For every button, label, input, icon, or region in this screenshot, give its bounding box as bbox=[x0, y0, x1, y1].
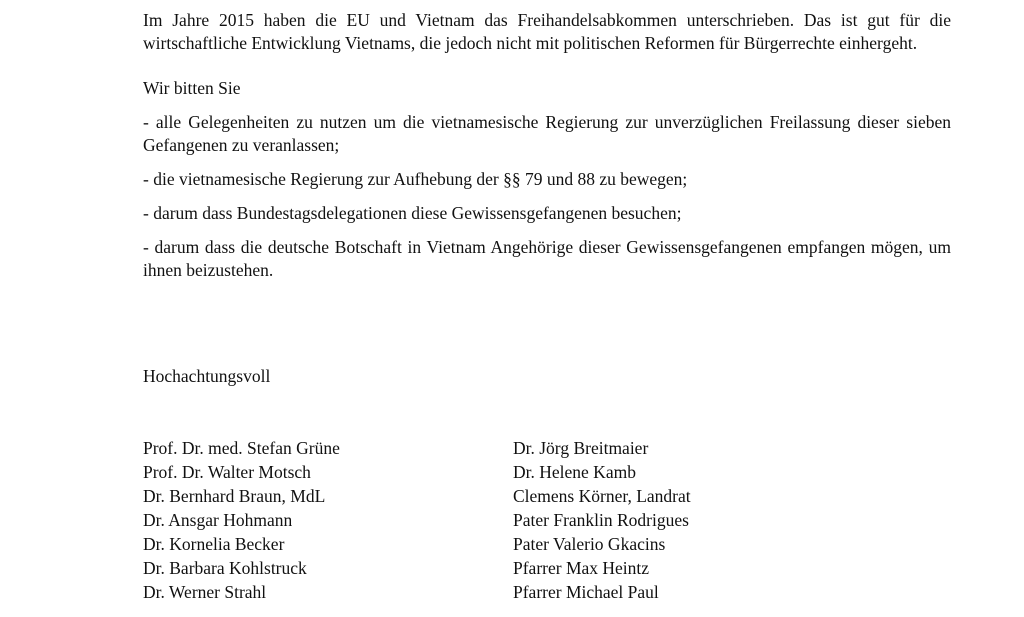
signatory: Dr. Jörg Breitmaier bbox=[513, 438, 649, 458]
signatory: Clemens Körner, Landrat bbox=[513, 486, 691, 506]
signatory: Pater Franklin Rodrigues bbox=[513, 510, 689, 530]
signatory: Dr. Helene Kamb bbox=[513, 462, 636, 482]
signatory: Pater Valerio Gkacins bbox=[513, 534, 666, 554]
request-item-visit: - darum dass Bundestagsdelegationen diese Gewissensgefangenen besuchen; bbox=[143, 203, 682, 223]
request-item-repeal: - die vietnamesische Regierung zur Aufhebung der §§ 79 und 88 zu bewegen; bbox=[143, 169, 688, 189]
signatory: Prof. Dr. med. Stefan Grüne bbox=[143, 438, 340, 458]
request-item-embassy: - darum dass die deutsche Botschaft in Vietnam Angehörige dieser Gewissensgefangenen empfangen mögen, um ihnen beizustehen. bbox=[143, 237, 951, 280]
paragraph-free-trade: Im Jahre 2015 haben die EU und Vietnam das Freihandelsabkommen unterschrieben. Das ist gut für die wirtschaftliche Entwicklung Vietnams, die jedoch nicht mit politischen Reformen für Bürgerrechte einhergeht. bbox=[143, 10, 951, 53]
signatory: Dr. Kornelia Becker bbox=[143, 534, 285, 554]
signatory: Pfarrer Max Heintz bbox=[513, 558, 650, 578]
request-item-release: - alle Gelegenheiten zu nutzen um die vietnamesische Regierung zur unverzüglichen Freilassung dieser sieben Gefangenen zu veranlassen; bbox=[143, 112, 951, 155]
letter-body bbox=[143, 9, 951, 293]
signatory: Dr. Barbara Kohlstruck bbox=[143, 558, 307, 578]
signatory: Pfarrer Michael Paul bbox=[513, 582, 659, 602]
signatory: Dr. Werner Strahl bbox=[143, 582, 267, 602]
signatory: Dr. Bernhard Braun, MdL bbox=[143, 486, 326, 506]
request-intro: Wir bitten Sie bbox=[143, 78, 241, 98]
signatory: Dr. Ansgar Hohmann bbox=[143, 510, 293, 530]
closing-salutation: Hochachtungsvoll bbox=[143, 366, 271, 386]
signatories-right-column bbox=[513, 436, 691, 604]
signatory: Prof. Dr. Walter Motsch bbox=[143, 462, 311, 482]
signatories-left-column bbox=[143, 436, 340, 604]
